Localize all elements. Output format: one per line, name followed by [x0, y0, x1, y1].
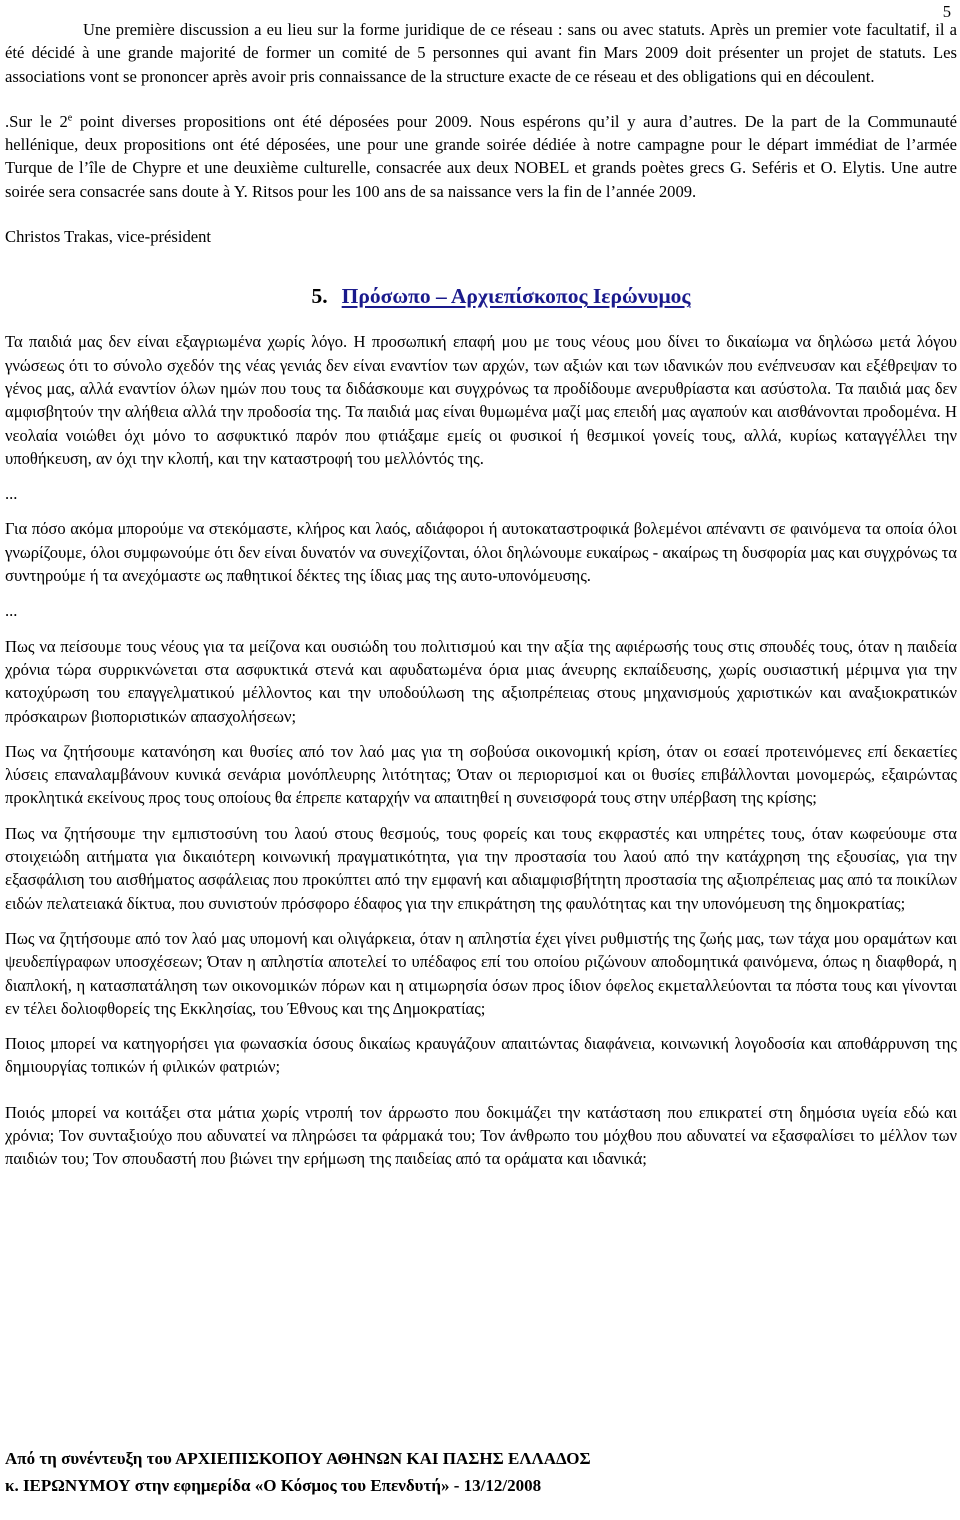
ordinal-superscript: e	[67, 112, 73, 124]
section-number: 5.	[311, 284, 328, 309]
greek-paragraph-3: Πως να πείσουμε τους νέους για τα μείζονα και ουσιώδη του πολιτισμού και την αξία της αφιέρωσής τους στις σπουδές τους, όταν η παιδεία χρόνια τώρα συρρικνώνεται στα ασφυκτικά στενά και αφυδατωμένα όρια μιας άνευρης εκπαίδευσης, χωρίς ουσιαστική μέριμνα για την κατοχύρωση του επαγγελματικού μέλλοντος και την υποδούλωση της αξιοπρέπειας στους μηχανισμούς χαριστικών και αναξιοκρατικών πρόσκαιρων βιοπορισtικών απασχολήσεων;	[5, 636, 957, 726]
ellipsis-1: ...	[5, 484, 18, 504]
greek-paragraph-2: Για πόσο ακόμα μπορούμε να στεκόμαστε, κλήρος και λαός, αδιάφοροι ή αυτοκαταστροφικά βολεμένοι απέναντι σε φαινόμενα τα οποία όλοι γνωρίζουμε, όλοι συμφωνούμε ότι δεν είναι δυνατόν να συνεχίζονται, όλοι δηλώνουμε ευκαίρως - ακαίρως τη δυσφορία μας και συγχρόνως τα συντηρούμε ή τα ανεχόμαστε ως παθητικοί δέκτες της ίδιας μας της αυτο-υπονόμευσης.	[5, 519, 957, 586]
greek-paragraph-7: Ποιος μπορεί να κατηγορήσει για φωνασκία όσους δικαίως κραυγάζουν απαιτώντας διαφάνεια, κοινωνική λογοδοσία και αποθάρρυνση της δημιουργίας τοπικών ή φιλικών φατριών;	[5, 1034, 957, 1077]
french-paragraph-1: Une première discussion a eu lieu sur la forme juridique de ce réseau : sans ou avec statuts. Après un premier vote facultatif, il a été décidé à une grande majorité de former un comité de 5 personnes qui avant fin Mars 2009 doit présenter un projet de statuts. Les associations vont se prononcer après avoir pris connaissance de la structure exacte de ce réseau et des obligations qui en découlent.	[5, 20, 957, 86]
document-page	[5, 2, 957, 1171]
french-paragraph-2	[5, 110, 957, 203]
ellipsis-2: ...	[5, 601, 18, 621]
signature: Christos Trakas, vice-président	[5, 227, 212, 247]
greek-paragraph-4: Πως να ζητήσουμε κατανόηση και θυσίες από τον λαό μας για τη σοβούσα οικονομική κρίση, όταν οι εσαεί προτεινόμενες επί δεκαετίες λύσεις επαναλαμβάνουν κυνικά σενάρια μονόπλευρης λιτότητας; Όταν οι περιορισμοί και οι θυσίες επιβάλλονται μονομερώς, εξαιρώντας προκλητικά εκείνους προς τους οποίους θα έπρεπε καταρχήν να απαιτηθεί η συνεισφορά τους στην υπέρβαση της κρίσης;	[5, 741, 957, 808]
greek-paragraph-1: Τα παιδιά μας δεν είναι εξαγριωμένα χωρίς λόγο. Η προσωπική επαφή μου με τους νέους μου δίνει το δικαίωμα να δηλώσω μετά λόγου γνώσεως ότι το σύνολο σχεδόν της νέας γενιάς δεν είναι εναντίον των αρχών, των αξιών και των ιδανικών που ενέπνευσαν και εξέθρεψαν το γένος μας, αλλά εναντίον όλων ημών που τους τα διδάσκουμε και συγχρόνως τα προδίδουμε ανερυθρίαστα και ασύστολα. Τα παιδιά μας δεν αμφισβητούν την αλήθεια αλλά την προδοσία της. Τα παιδιά μας είναι θυμωμένα μαζί μας επειδή μας αγαπούν και αισθάνονται προδομένα. Η νεολαία νοιώθει όχι μόνο το ασφυκτικό παρόν που φτιάξαμε εμείς οι φυσικοί ή θεσμικοί γονείς τους, αλλά, κυρίως καταγγέλλει την υποθήκευση, αν όχι την κλοπή, και την καταστροφή του μελλόντός της.	[5, 332, 957, 468]
source-line-1: Από τη συνέντευξη του ΑΡΧΙΕΠΙΣΚΟΠΟΥ ΑΘΗΝΩΝ ΚΑΙ ΠΑΣΗΣ ΕΛΛΑΔΟΣ	[5, 1449, 591, 1468]
french-paragraph-2-start: .Sur le 2	[5, 111, 68, 131]
section-title: Πρόσωπο – Αρχιεπίσκοπος Ιερώνυμος	[341, 284, 691, 309]
page-number: 5	[942, 2, 951, 21]
source-line-2: κ. ΙΕΡΩΝΥΜΟΥ στην εφημερίδα «Ο Κόσμος του Επενδυτή» - 13/12/2008	[5, 1476, 542, 1495]
greek-paragraph-6: Πως να ζητήσουμε από τον λαό μας υπομονή και ολιγάρκεια, όταν η απληστία έχει γίνει ρυθμιστής της ζωής μας, των τάχα μου οραμάτων και ψευδεπίγραφων υποσχέσεων; Όταν η απληστία αποτελεί το υπέδαφος επί του οποίου ριζώνουν αποδομητικά φαινόμενα, όπως η διαφθορά, η διαπλοκή, η κατασπατάληση των οικονομικών πόρων και η ατιμωρησία όσων προς ίδιον όφελος εκμεταλλεύονται τα πόστα τους και γίνονται εν τέλει δολιοφθορείς της Εκκλησίας, του Έθνους και της Δημοκρατίας;	[5, 928, 957, 1018]
section-heading	[5, 282, 957, 310]
greek-paragraph-8: Ποιός μπορεί να κοιτάξει στα μάτια χωρίς ντροπή τον άρρωστο που δοκιμάζει την κατάσταση που επικρατεί στη δημόσια υγεία εδώ και χρόνια; Τον συνταξιούχο που αδυνατεί να πληρώσει τα φάρμακά του; Τον άνθρωπο του μόχθου που αδυνατεί να εξασφαλίσει το μέλλον των παιδιών του; Τον σπουδαστή που βιώνει την ερήμωση της παιδείας από τα οράματα και ιδανικά;	[5, 1102, 957, 1169]
french-paragraph-2-rest: point diverses propositions ont été déposées pour 2009. Nous espérons qu’il y aura d’autres. De la part de la Communauté hellénique, deux propositions ont été déposées, une pour une grande soirée dédiée à notre campagne pour le départ immédiat de l’armée Turque de l’île de Chypre et une deuxième culturelle, consacrée aux deux NOBEL et grands poètes grecs G. Seféris et O. Elytis. Une autre soirée sera consacrée sans doute à Y. Ritsos pour les 100 ans de sa naissance vers la fin de l’année 2009.	[5, 111, 957, 201]
greek-paragraph-5: Πως να ζητήσουμε την εμπιστοσύνη του λαού στους θεσμούς, τους φορείς και τους εκφραστές και υπηρέτες τους, όταν κωφεύουμε στα στοιχειώδη αιτήματα για δικαιότερη κοινωνική πραγματικότητα, για την προστασία του λαού από την κατάχρηση της εξουσίας, για την εξασφάλιση του αισθήματος ασφάλειας που προκύπτει από την εμφανή και αδιαμφισβήτητη προστασία της αξιοπρέπειας μας από τα ποικίλων ειδών πελατειακά δίκτυα, που συνιστούν πρόσφορο έδαφος για την επικράτηση της φαυλότητας και την υπονόμευση της δημοκρατίας;	[5, 823, 957, 913]
source-citation	[5, 1445, 957, 1499]
